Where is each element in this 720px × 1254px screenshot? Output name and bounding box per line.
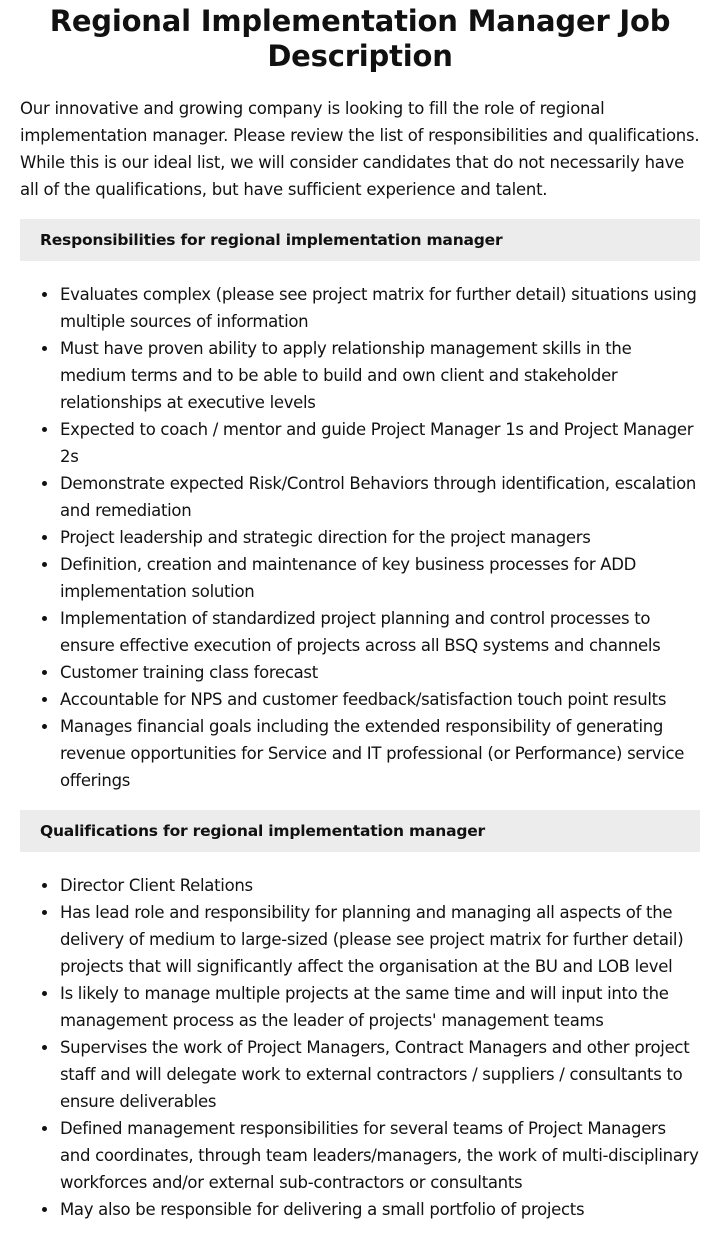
qualifications-list	[20, 872, 700, 1223]
responsibilities-heading: Responsibilities for regional implementation manager	[20, 219, 700, 261]
list-item: Director Client Relations	[60, 872, 700, 899]
list-item: Defined management responsibilities for several teams of Project Managers and coordinates, through team leaders/managers, the work of multi-disciplinary workforces and/or external sub-contractors or consultants	[60, 1115, 700, 1196]
list-item: Is likely to manage multiple projects at the same time and will input into the management process as the leader of projects' management teams	[60, 980, 700, 1034]
page-title: Regional Implementation Manager Job Description	[49, 4, 671, 73]
list-item: Supervises the work of Project Managers, Contract Managers and other project staff and will delegate work to external contractors / suppliers / consultants to ensure deliverables	[60, 1034, 700, 1115]
list-item: Implementation of standardized project planning and control processes to ensure effective execution of projects across all BSQ systems and channels	[60, 605, 700, 659]
intro-paragraph: Our innovative and growing company is looking to fill the role of regional implementation manager. Please review the list of responsibilities and qualifications. While this is our ideal list, we will consider candidates that do not necessarily have all of the qualifications, but have sufficient experience and talent.	[20, 99, 700, 199]
list-item: Definition, creation and maintenance of key business processes for ADD implementation solution	[60, 551, 700, 605]
list-item: Demonstrate expected Risk/Control Behaviors through identification, escalation and remediation	[60, 470, 700, 524]
list-item: Accountable for NPS and customer feedback/satisfaction touch point results	[60, 686, 700, 713]
list-item: Must have proven ability to apply relationship management skills in the medium terms and to be able to build and own client and stakeholder relationships at executive levels	[60, 335, 700, 416]
list-item: Manages financial goals including the extended responsibility of generating revenue opportunities for Service and IT professional (or Performance) service offerings	[60, 713, 700, 794]
list-item: Evaluates complex (please see project matrix for further detail) situations using multiple sources of information	[60, 281, 700, 335]
list-item: Customer training class forecast	[60, 659, 700, 686]
list-item: Has lead role and responsibility for planning and managing all aspects of the delivery of medium to large-sized (please see project matrix for further detail) projects that will significantly affect the organisation at the BU and LOB level	[60, 899, 700, 980]
list-item: May also be responsible for delivering a small portfolio of projects	[60, 1196, 700, 1223]
qualifications-heading: Qualifications for regional implementation manager	[20, 810, 700, 852]
list-item: Expected to coach / mentor and guide Project Manager 1s and Project Manager 2s	[60, 416, 700, 470]
list-item: Project leadership and strategic direction for the project managers	[60, 524, 700, 551]
responsibilities-list	[20, 281, 700, 794]
